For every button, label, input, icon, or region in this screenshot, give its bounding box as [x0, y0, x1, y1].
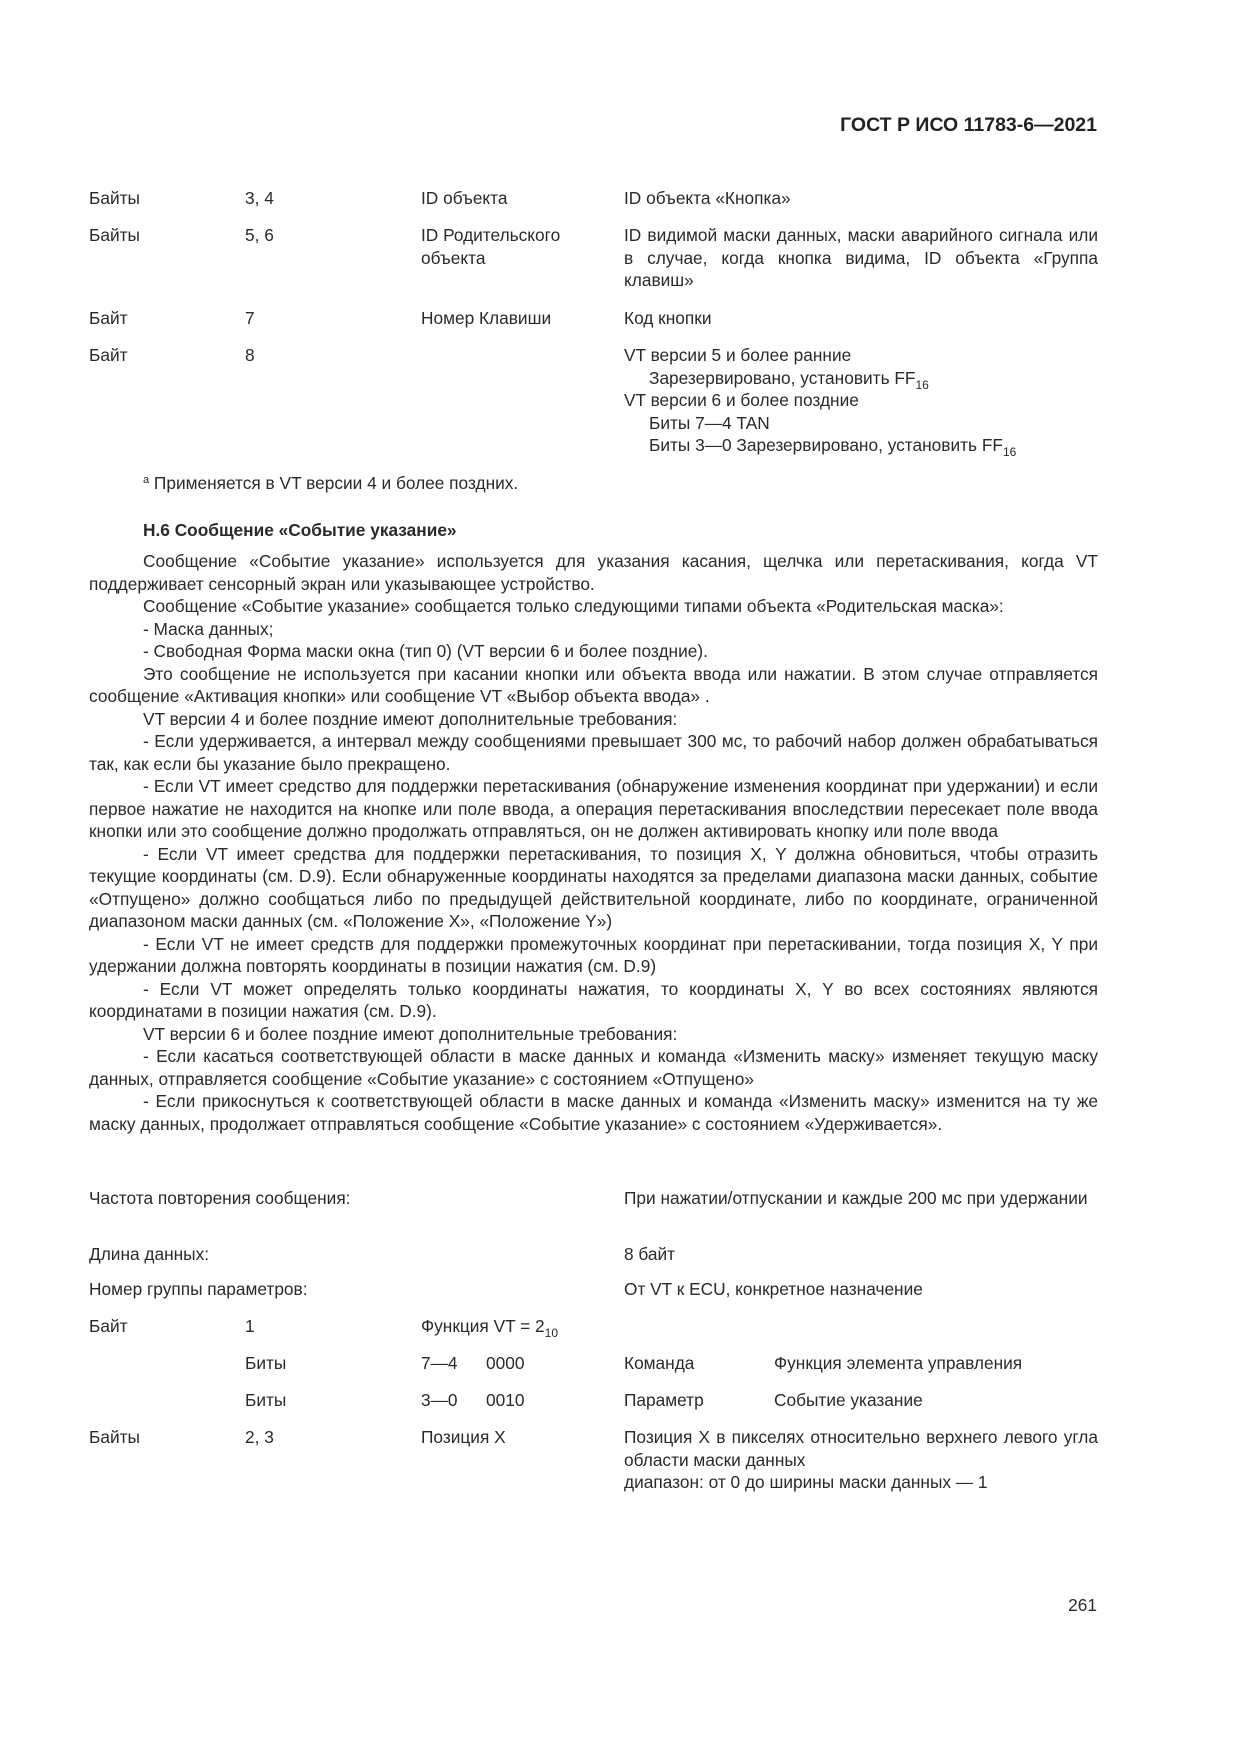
footnote-text: Применяется в VT версии 4 и более поздних. [149, 473, 519, 493]
section-title: H.6 Сообщение «Событие указание» [143, 520, 457, 540]
field-type: Байты [89, 188, 140, 208]
paragraph: VT версии 6 и более поздние имеют дополнительные требования: [143, 1023, 678, 1044]
description-line: диапазон: от 0 до ширины маски данных — 1 [624, 1472, 988, 1492]
field-position: 2, 3 [245, 1427, 274, 1447]
version-detail: Зарезервировано, установить $FF_{16}$ [649, 367, 929, 392]
list-item: - Если касаться соответствующей области в маске данных и команда «Изменить маску» изменяет текущую маску данных, отправляется сообщение «Событие указание» с состоянием «Отпущено» [89, 1046, 1098, 1089]
list-item: - Если VT не имеет средств для поддержки промежуточных координат при перетаскивании, тогда позиция X, Y при удержании должна повторять координаты в позиции нажатия (см. D.9) [89, 933, 1098, 976]
field-type: Биты [245, 1390, 287, 1410]
field-type: Байт [89, 345, 128, 365]
footnote [143, 472, 518, 495]
bit-kind: Параметр [624, 1390, 704, 1410]
field-name: ID Родительского объекта [421, 225, 561, 268]
list-item: - Если VT может определять только координаты нажатия, то координаты X, Y во всех состояниях являются координатами в позиции нажатия (см. D.9). [89, 978, 1098, 1021]
field-position: 5, 6 [245, 225, 274, 245]
field-position: 7 [245, 308, 255, 328]
field-name: Функция VT = $2_{10}$ [421, 1316, 559, 1340]
paragraph: Это сообщение не используется при касании кнопки или объекта ввода или нажатии. В этом случае отправляется сообщение «Активация кнопки» или сообщение VT «Выбор объекта ввода» . [89, 663, 1098, 706]
bit-value: 0000 [486, 1353, 525, 1373]
meta-label: Номер группы параметров: [89, 1279, 308, 1299]
field-position: 3, 4 [245, 188, 274, 208]
page-number: 261 [1068, 1595, 1097, 1615]
bit-range: 7—4 [421, 1353, 458, 1373]
list-item: - Если VT имеет средства для поддержки перетаскивания, то позиция X, Y должна обновиться, чтобы отразить текущие координаты (см. D.9). Если обнаруженные координаты находятся за пределами диапазона маски данных, событие «Отпущено» должно сообщаться либо по предыдущей действительной координате, либо по координате, ограниченной диапазоном маски данных (см. «Положение X», «Положение Y») [89, 843, 1098, 931]
bit-description: Событие указание [774, 1390, 923, 1410]
bit-kind: Команда [624, 1353, 695, 1373]
version-line: VT версии 5 и более ранние [624, 345, 852, 365]
field-name: ID объекта [421, 188, 508, 208]
bit-value: 0010 [486, 1390, 525, 1410]
list-item: - Если удерживается, а интервал между сообщениями превышает 300 мс, то рабочий набор должен обрабатываться так, как если бы указание было прекращено. [89, 731, 1098, 774]
field-position: 8 [245, 345, 255, 365]
meta-value: При нажатии/отпускании и каждые 200 мс при удержании [624, 1188, 1088, 1208]
footnote-mark: a [143, 474, 150, 486]
field-description: ID объекта «Кнопка» [624, 188, 791, 208]
description-line: Позиция X в пикселях относительно верхнего левого угла области маски данных [624, 1427, 1098, 1470]
list-item: - Если VT имеет средство для поддержки перетаскивания (обнаружение изменения координат при удержании) и если первое нажатие не находится на кнопке или поле ввода, а операция перетаскивания впоследствии пересекает поле ввода кнопки или это сообщение должно продолжать отправляться, он не должен активировать кнопку или поле ввода [89, 776, 1098, 841]
field-name: Номер Клавиши [421, 308, 552, 328]
field-description: ID видимой маски данных, маски аварийного сигнала или в случае, когда кнопка видима, ID объекта «Группа клавиш» [624, 225, 1098, 290]
meta-value: 8 байт [624, 1244, 676, 1264]
list-item: - Маска данных; [143, 618, 274, 639]
field-description [624, 1426, 1098, 1494]
field-description [624, 344, 1098, 457]
list-item: - Свободная Форма маски окна (тип 0) (VT версии 6 и более поздние). [143, 641, 708, 661]
meta-label: Частота повторения сообщения: [89, 1188, 351, 1208]
bit-range: 3—0 [421, 1390, 458, 1410]
document-header: ГОСТ Р ИСО 11783-6—2021 [840, 114, 1097, 136]
field-type: Биты [245, 1353, 287, 1373]
list-item: - Если прикоснуться к соответствующей области в маске данных и команда «Изменить маску» изменится на ту же маску данных, продолжает отправляться сообщение «Событие указание» с состоянием «Удерживается». [89, 1091, 1098, 1134]
field-name: Позиция X [421, 1427, 506, 1447]
field-type: Байты [89, 1427, 140, 1447]
field-position: 1 [245, 1316, 255, 1336]
paragraph: Сообщение «Событие указание» используется для указания касания, щелчка или перетаскивания, когда VT поддерживает сенсорный экран или указывающее устройство. [89, 551, 1098, 594]
version-detail: Биты 3—0 Зарезервировано, установить $FF_{16}$ [649, 435, 1017, 459]
version-line: VT версии 6 и более поздние [624, 390, 859, 410]
meta-value: От VT к ECU, конкретное назначение [624, 1279, 923, 1299]
body-text [89, 550, 1098, 1135]
meta-label: Длина данных: [89, 1244, 210, 1264]
paragraph: Сообщение «Событие указание» сообщается только следующими типами объекта «Родительская маска»: [143, 596, 1004, 616]
field-type: Байт [89, 1316, 128, 1336]
version-detail: Биты 7—4 TAN [649, 412, 770, 433]
field-type: Байты [89, 225, 140, 245]
bit-description: Функция элемента управления [774, 1353, 1023, 1373]
field-type: Байт [89, 308, 128, 328]
paragraph: VT версии 4 и более поздние имеют дополнительные требования: [143, 708, 678, 729]
field-description: Код кнопки [624, 308, 712, 328]
